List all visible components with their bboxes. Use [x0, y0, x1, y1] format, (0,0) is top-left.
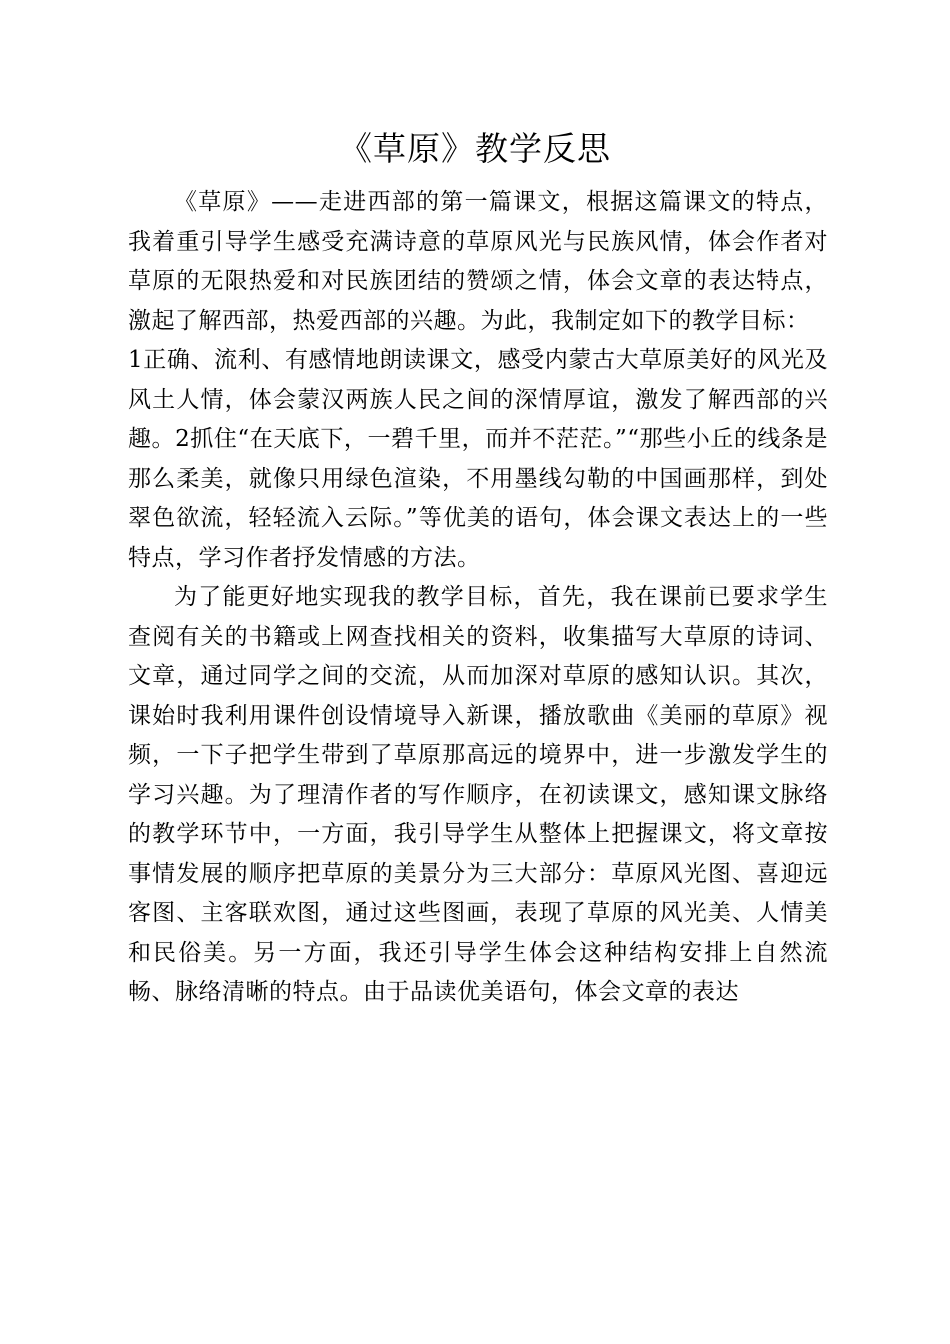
page-title: 《草原》教学反思 — [339, 129, 611, 168]
paragraph-reflection: 为了能更好地实现我的教学目标，首先，我在课前已要求学生查阅有关的书籍或上网查找相关的资料，收集描写大草原的诗词、文章，通过同学之间的交流，从而加深对草原的感知认识。其次，课始时我利用课件创设情境导入新课，播放歌曲《美丽的草原》视频，一下子把学生带到了草原那高远的境界中，进一步激发学生的学习兴趣。为了理清作者的写作顺序，在初读课文，感知课文脉络的教学环节中，一方面，我引导学生从整体上把握课文，将文章按事情发展的顺序把草原的美景分为三大部分：草原风光图、喜迎远客图、主客联欢图，通过这些图画，表现了草原的风光美、人情美和民俗美。另一方面，我还引导学生体会这种结构安排上自然流畅、脉络清晰的特点。由于品读优美语句，体会文章的表达 — [128, 584, 828, 1005]
paragraph-intro: 《草原》——走进西部的第一篇课文，根据这篇课文的特点，我着重引导学生感受充满诗意的草原风光与民族风情，体会作者对草原的无限热爱和对民族团结的赞颂之情，体会文章的表达特点，激起了解西部，热爱西部的兴趣。为此，我制定如下的教学目标： — [128, 189, 828, 334]
paragraph-objectives: 1正确、流利、有感情地朗读课文，感受内蒙古大草原美好的风光及风土人情，体会蒙汉两族人民之间的深情厚谊，激发了解西部的兴趣。2抓住“在天底下，一碧千里，而并不茫茫。”“那些小丘的线条是那么柔美，就像只用绿色渲染，不用墨线勾勒的中国画那样，到处翠色欲流，轻轻流入云际。”等优美的语句，体会课文表达上的一些特点，学习作者抒发情感的方法。 — [128, 347, 828, 571]
document-body — [128, 183, 828, 1013]
